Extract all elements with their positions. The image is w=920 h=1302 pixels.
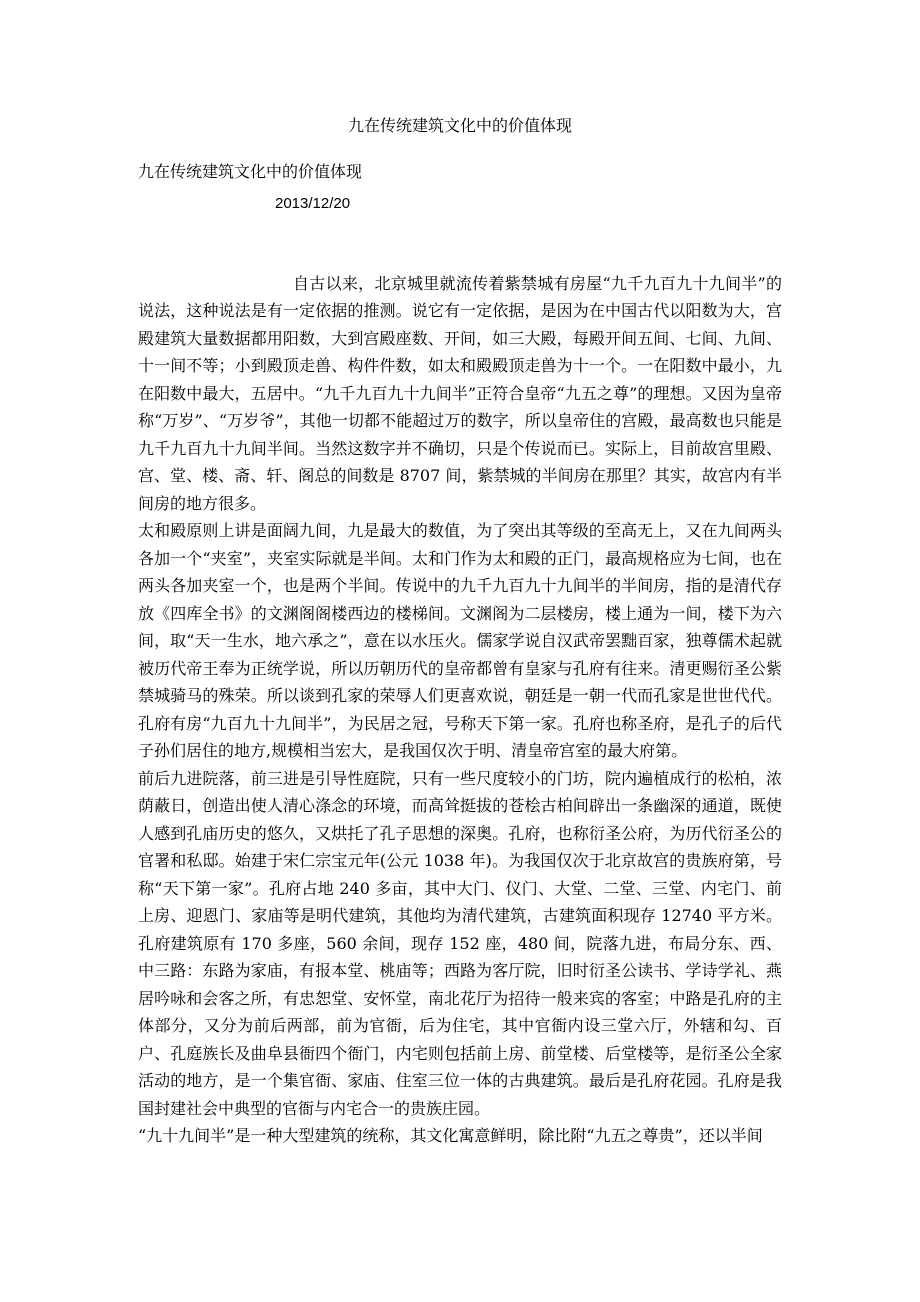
paragraph: “九十九间半”是一种大型建筑的统称，其文化寓意鲜明，除比附“九五之尊贵”，还以半间	[138, 1126, 763, 1145]
paragraph: 前后九进院落，前三进是引导性庭院，只有一些尺度较小的门坊，院内遍植成行的松柏，浓荫蔽日，创造出使人清心涤念的环境，而高耸挺拔的苍桧古柏间辟出一条幽深的通道，既使人感到孔庙历史的悠久，又烘托了孔子思想的深奥。孔府，也称衍圣公府，为历代衍圣公的官署和私邸。始建于宋仁宗宝元年(公元 1038 年)。为我国仅次于北京故宫的贵族府第，号称“天下第一家”。孔府占地 240 多亩，其中大门、仪门、大堂、二堂、三堂、内宅门、前上房、迎恩门、家庙等是明代建筑，其他均为清代建筑，古建筑面积现存 12740 平方米。孔府建筑原有 170 多座，560 余间，现存 152 座，480 间，院落九进，布局分东、西、中三路：东路为家庙，有报本堂、桃庙等；西路为客厅院，旧时衍圣公读书、学诗学礼、燕居吟咏和会客之所，有忠恕堂、安怀堂，南北花厅为招待一般来宾的客室；中路是孔府的主体部分，又分为前后两部，前为官衙，后为住宅，其中官衙内设三堂六厅，外辖和勾、百户、孔庭族长及曲阜县衙四个衙门，内宅则包括前上房、前堂楼、后堂楼等，是衍圣公全家活动的地方，是一个集官衙、家庙、住室三位一体的古典建筑。最后是孔府花园。孔府是我国封建社会中典型的官衙与内宅合一的贵族庄园。	[138, 768, 782, 1118]
paragraph: 太和殿原则上讲是面阔九间，九是最大的数值，为了突出其等级的至高无上，又在九间两头各加一个“夹室”，夹室实际就是半间。太和门作为太和殿的正门，最高规格应为七间，也在两头各加夹室一个，也是两个半间。传说中的九千九百九十九间半的半间房，指的是清代存放《四库全书》的文渊阁阁楼西边的楼梯间。文渊阁为二层楼房，楼上通为一间，楼下为六间，取“天一生水，地六承之”，意在以水压火。儒家学说自汉武帝罢黜百家，独尊儒术起就被历代帝王奉为正统学说，所以历朝历代的皇帝都曾有皇家与孔府有往来。清更赐衍圣公紫禁城骑马的殊荣。所以谈到孔家的荣辱人们更喜欢说，朝廷是一朝一代而孔家是世世代代。孔府有房“九百九十九间半”，为民居之冠，号称天下第一家。孔府也称圣府，是孔子的后代子孙们居住的地方,规模相当宏大，是我国仅次于明、清皇帝宫室的最大府第。	[138, 521, 782, 760]
document-heading: 九在传统建筑文化中的价值体现	[138, 161, 363, 181]
document-body	[138, 270, 782, 1150]
document-date: 2013/12/20	[275, 195, 351, 212]
paragraph: 自古以来，北京城里就流传着紫禁城有房屋“九千九百九十九间半”的说法，这种说法是有一定依据的推测。说它有一定依据，是因为在中国古代以阳数为大，宫殿建筑大量数据都用阳数，大到宫殿座数、开间，如三大殿，每殿开间五间、七间、九间、十一间不等；小到殿顶走兽、构件件数，如太和殿殿顶走兽为十一个。一在阳数中最小，九在阳数中最大，五居中。“九千九百九十九间半”正符合皇帝“九五之尊”的理想。又因为皇帝称“万岁”、“万岁爷”，其他一切都不能超过万的数字，所以皇帝住的宫殿，最高数也只能是九千九百九十九间半间。当然这数字并不确切，只是个传说而已。实际上，目前故宫里殿、宫、堂、楼、斋、轩、阁总的间数是 8707 间，紫禁城的半间房在那里？其实，故宫内有半间房的地方很多。	[138, 273, 782, 513]
document-title: 九在传统建筑文化中的价值体现	[347, 116, 572, 135]
